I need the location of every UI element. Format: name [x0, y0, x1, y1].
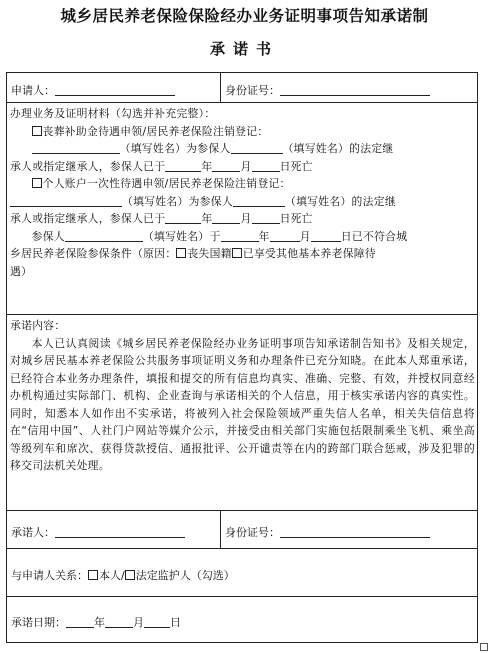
applicant-id-label: 身份证号： [225, 84, 280, 97]
applicant-name-label: 申请人： [11, 84, 55, 97]
column-divider [220, 511, 221, 548]
commitment-form [6, 72, 478, 643]
promiser-id-label: 身份证号： [225, 526, 280, 539]
relation-option-self: 本人/ [99, 569, 125, 582]
insured-name-blank[interactable] [65, 230, 143, 242]
item3-line2: 乡居民养老保险参保条件（原因： 丧失国籍 已享受其他基本养老保障待 [10, 247, 377, 260]
checkbox-self[interactable] [88, 570, 98, 580]
business-section [7, 103, 477, 315]
corner-mark [480, 643, 488, 651]
applicant-id-blank[interactable] [280, 84, 430, 96]
item1-line1: （填写姓名）为参保人 （填写姓名）的法定继 [10, 140, 475, 158]
promiser-row [7, 511, 477, 549]
promise-date-field[interactable]: 承诺日期： 年 月 日 [11, 616, 181, 629]
promiser-name-blank[interactable] [55, 526, 185, 538]
document-title: 城乡居民养老保险保险经办业务证明事项告知承诺制 [60, 6, 429, 25]
relation-option-guardian: 法定监护人（勾选） [135, 569, 235, 582]
relation-label: 与申请人关系： [11, 569, 88, 582]
promiser-name-label: 承诺人： [11, 526, 55, 539]
checkbox[interactable] [32, 178, 42, 188]
relation-field [11, 567, 235, 583]
insured-name-blank[interactable] [233, 195, 285, 207]
checkbox[interactable] [32, 126, 42, 136]
item1-line2: 承人或指定继承人，参保人已于 年 月 日死亡 [10, 159, 313, 173]
business-text [10, 105, 475, 280]
year-blank[interactable] [221, 230, 259, 242]
checkbox-guardian[interactable] [125, 570, 135, 580]
heir-name-blank[interactable] [10, 195, 122, 207]
applicant-id-field[interactable] [225, 82, 430, 98]
promise-heading: 承诺内容： [10, 319, 66, 332]
heir-name-blank[interactable] [32, 142, 120, 154]
applicant-row [7, 73, 477, 103]
day-blank[interactable] [252, 212, 280, 224]
relation-row [7, 549, 477, 597]
promiser-name-field[interactable] [11, 524, 185, 540]
item3-line1: 参保人 （填写姓名）于 年 月 日已不符合城 [31, 229, 408, 243]
month-blank[interactable] [212, 212, 240, 224]
applicant-name-field[interactable] [11, 82, 175, 98]
item3-line3: 遇） [10, 264, 33, 278]
month-blank[interactable] [105, 616, 133, 628]
promiser-id-blank[interactable] [280, 526, 430, 538]
year-blank[interactable] [165, 160, 201, 172]
year-blank[interactable] [165, 212, 201, 224]
option-funeral-subsidy[interactable]: 丧葬补助金待遇申领/居民养老保险注销登记： [10, 123, 475, 141]
item2-line1: （填写姓名）为参保人 （填写姓名）的法定继 [10, 193, 475, 211]
checkbox-lost-nationality[interactable] [176, 248, 186, 258]
item2-line2: 承人或指定继承人，参保人已于 年 月 日死亡 [10, 212, 313, 225]
year-blank[interactable] [66, 616, 94, 628]
month-blank[interactable] [270, 230, 300, 242]
document-subtitle: 承诺书 [209, 40, 279, 58]
date-label: 承诺日期： [11, 616, 66, 629]
insured-name-blank[interactable] [231, 142, 283, 154]
column-divider [220, 73, 221, 102]
applicant-name-blank[interactable] [55, 84, 175, 96]
promiser-id-field[interactable] [225, 524, 430, 540]
promise-section [7, 315, 477, 511]
month-blank[interactable] [212, 160, 240, 172]
checkbox-other-pension[interactable] [232, 248, 242, 258]
promise-body: 本人已认真阅读《城乡居民养老保险经办业务证明事项告知承诺制告知书》及相关规定，对城乡居民基本养老保险公共服务事项证明义务和办理条件已充分知晓。在此本人郑重承诺，已经符合本业务办理条件，填报和提交的所有信息均真实、准确、完整、有效，并授权同意经办机构通过实际部门、机构、企业查询与承诺相关的个人信息，用于核实承诺内容的真实性。同时，知悉本人如作出不实承诺，将被列入社会保险领域严重失信人名单，相关失信信息将在“信用中国”、人社门户网站等媒介公示，并接受由相关部门实施包括限制乘坐飞机、乘坐高等级列车和席次、获得贷款授信、通报批评、公开谴责等在内的跨部门联合惩戒，涉及犯罪的移交司法机关处理。 [10, 336, 475, 472]
day-blank[interactable] [144, 616, 170, 628]
option-account-payout[interactable]: 个人账户一次性待遇申领/居民养老保险注销登记： [10, 175, 475, 193]
date-row [7, 597, 477, 643]
day-blank[interactable] [311, 230, 341, 242]
day-blank[interactable] [252, 160, 280, 172]
business-heading: 办理业务及证明材料（勾选并补充完整）： [10, 107, 216, 120]
promise-text [10, 317, 475, 475]
